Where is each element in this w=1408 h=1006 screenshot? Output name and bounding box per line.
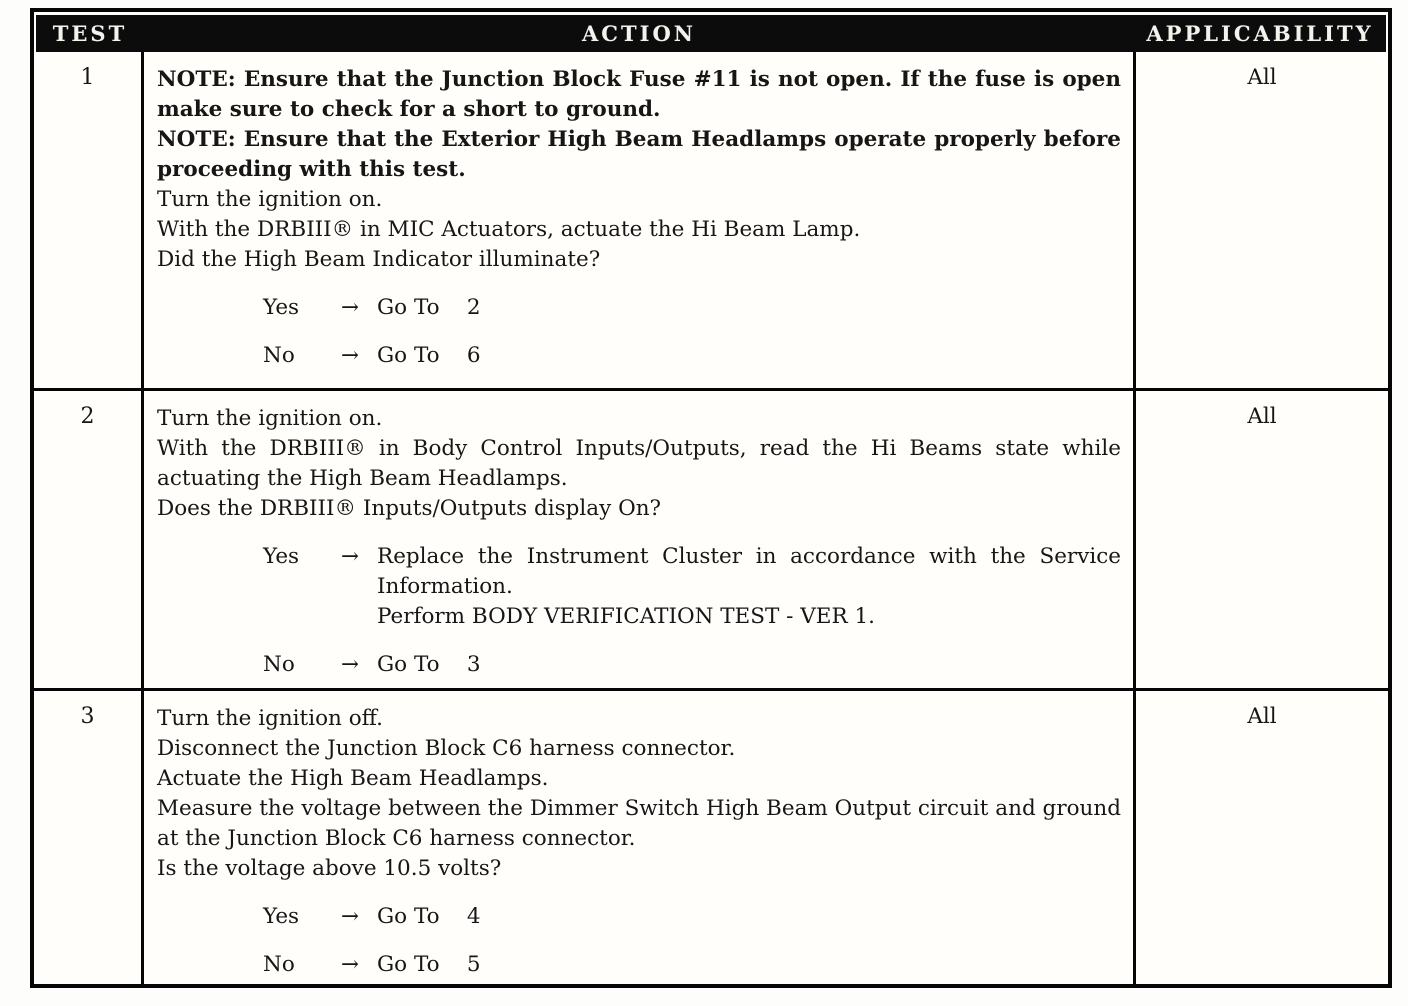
result-line: Go To 5 <box>377 952 481 977</box>
table-row <box>34 688 1388 984</box>
header-test: TEST <box>52 21 128 46</box>
step-line: Disconnect the Junction Block C6 harness connector. <box>157 736 736 761</box>
choice-result <box>377 542 1121 632</box>
applicability-value: All <box>1247 404 1277 429</box>
choice-label: No <box>263 652 295 677</box>
choice-result <box>377 650 1121 680</box>
choice-no <box>157 341 1121 371</box>
choice-label: Yes <box>263 295 300 320</box>
arrow-icon: → <box>341 652 360 677</box>
table-header <box>36 15 1386 52</box>
step-line: Actuate the High Beam Headlamps. <box>157 766 549 791</box>
step-line: Is the voltage above 10.5 volts? <box>157 856 502 881</box>
note-line: NOTE: Ensure that the Junction Block Fuse #11 is not open. If the fuse is open make sure to check for a short to ground. <box>157 67 1121 122</box>
result-line: Go To 6 <box>377 343 481 368</box>
choice-yes <box>157 542 1121 632</box>
arrow-icon: → <box>341 544 360 569</box>
test-number: 3 <box>34 691 144 984</box>
test-number: 1 <box>34 52 144 388</box>
table-row <box>34 388 1388 688</box>
test-number: 2 <box>34 391 144 688</box>
step-line: Does the DRBIII® Inputs/Outputs display On? <box>157 496 662 521</box>
choice-result <box>377 902 1121 932</box>
arrow-icon: → <box>341 904 360 929</box>
choice-label: Yes <box>263 904 300 929</box>
applicability-value: All <box>1247 65 1277 90</box>
choice-label: No <box>263 343 295 368</box>
arrow-icon: → <box>341 343 360 368</box>
step-line: Did the High Beam Indicator illuminate? <box>157 247 601 272</box>
header-action: ACTION <box>582 21 696 46</box>
choice-yes <box>157 902 1121 932</box>
result-line: Perform BODY VERIFICATION TEST - VER 1. <box>377 604 876 629</box>
arrow-icon: → <box>341 952 360 977</box>
table-row <box>34 52 1388 388</box>
diagnostic-test-table <box>30 8 1392 988</box>
choice-result <box>377 950 1121 980</box>
choice-no <box>157 650 1121 680</box>
step-line: With the DRBIII® in Body Control Inputs/Outputs, read the Hi Beams state while actuating the High Beam Headlamps. <box>157 436 1121 491</box>
choice-yes <box>157 293 1121 323</box>
result-line: Replace the Instrument Cluster in accordance with the Service Information. <box>377 544 1121 599</box>
action-cell <box>144 52 1136 388</box>
action-cell <box>144 691 1136 984</box>
choice-result <box>377 293 1121 323</box>
action-cell <box>144 391 1136 688</box>
step-line: Turn the ignition off. <box>157 706 383 731</box>
choice-no <box>157 950 1121 980</box>
note-line: NOTE: Ensure that the Exterior High Beam Headlamps operate properly before proceeding with this test. <box>157 127 1121 182</box>
choice-label: No <box>263 952 295 977</box>
step-line: Turn the ignition on. <box>157 187 383 212</box>
applicability-value: All <box>1247 704 1277 729</box>
step-line: Turn the ignition on. <box>157 406 383 431</box>
choice-label: Yes <box>263 544 300 569</box>
result-line: Go To 3 <box>377 652 481 677</box>
header-applicability: APPLICABILITY <box>1146 21 1374 46</box>
result-line: Go To 2 <box>377 295 481 320</box>
choice-result <box>377 341 1121 371</box>
result-line: Go To 4 <box>377 904 481 929</box>
step-line: With the DRBIII® in MIC Actuators, actuate the Hi Beam Lamp. <box>157 217 861 242</box>
arrow-icon: → <box>341 295 360 320</box>
step-line: Measure the voltage between the Dimmer Switch High Beam Output circuit and ground at the Junction Block C6 harness connector. <box>157 796 1121 851</box>
